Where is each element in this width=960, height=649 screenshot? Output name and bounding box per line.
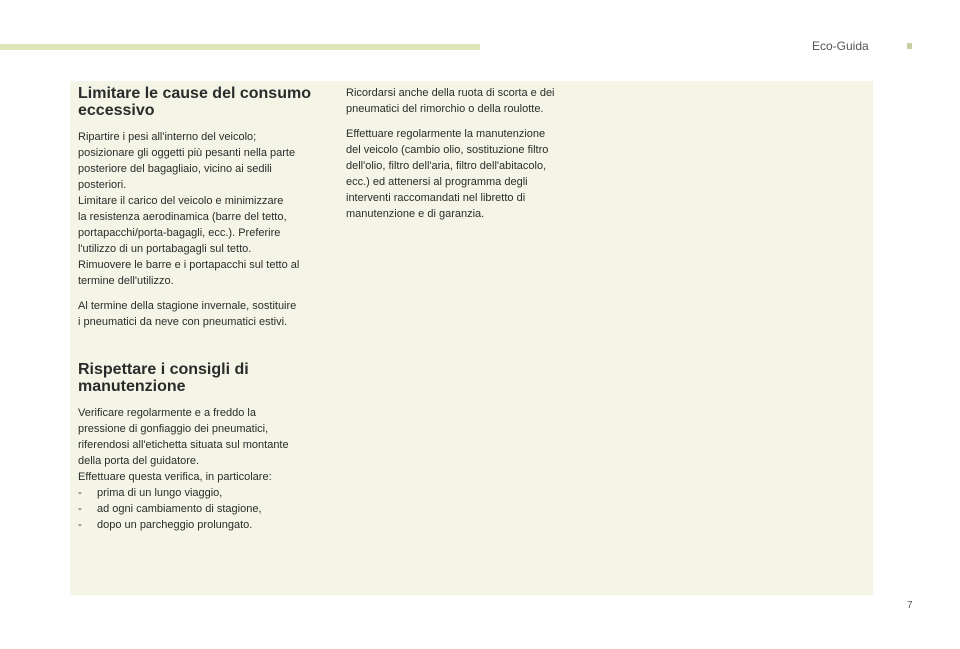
heading-consumption: Limitare le cause del consumo eccessivo <box>78 85 311 119</box>
list-item <box>78 501 326 517</box>
left-column <box>78 85 326 533</box>
list-dash: - <box>78 503 82 515</box>
list-dash: - <box>78 519 82 531</box>
list-item <box>78 485 326 501</box>
right-column <box>346 85 586 231</box>
page-number: 7 <box>907 600 913 611</box>
list-item-text: ad ogni cambiamento di stagione, <box>97 503 262 515</box>
paragraph-load: Ripartire i pesi all'interno del veicolo; posizionare gli oggetti più pesanti nella parte posteriore del bagagliaio, vicino ai sedili posteriori. Limitare il carico del veicolo e minimizzare la resistenza aerodinamica (barre del tetto, portapacchi/porta-bagagli, ecc.). Preferire l'utilizzo di un portabagagli sul tetto. Rimuovere le barre e i portapacchi sul tetto al termine dell'utilizzo. <box>78 131 300 287</box>
list-item <box>78 517 326 533</box>
paragraph-vehicle-service: Effettuare regolarmente la manutenzione del veicolo (cambio olio, sostituzione filtro dell'olio, filtro dell'aria, filtro dell'abitacolo, ecc.) ed attenersi al programma degli interventi raccomandati nel libretto di manutenzione e di garanzia. <box>346 128 549 220</box>
paragraph-tyre-pressure: Verificare regolarmente e a freddo la pressione di gonfiaggio dei pneumatici, riferendosi all'etichetta situata sul montante della porta del guidatore. Effettuare questa verifica, in particolare: <box>78 407 289 483</box>
paragraph-spare-wheel: Ricordarsi anche della ruota di scorta e dei pneumatici del rimorchio o della roulotte. <box>346 87 555 115</box>
check-list <box>78 485 326 533</box>
section-title: Eco-Guida <box>812 39 869 53</box>
heading-maintenance: Rispettare i consigli di manutenzione <box>78 361 249 395</box>
list-item-text: prima di un lungo viaggio, <box>97 487 223 499</box>
section-marker <box>907 43 912 49</box>
paragraph-tyres-season: Al termine della stagione invernale, sostituire i pneumatici da neve con pneumatici estivi. <box>78 300 297 328</box>
list-dash: - <box>78 487 82 499</box>
list-item-text: dopo un parcheggio prolungato. <box>97 519 253 531</box>
header-accent-bar <box>0 44 480 50</box>
